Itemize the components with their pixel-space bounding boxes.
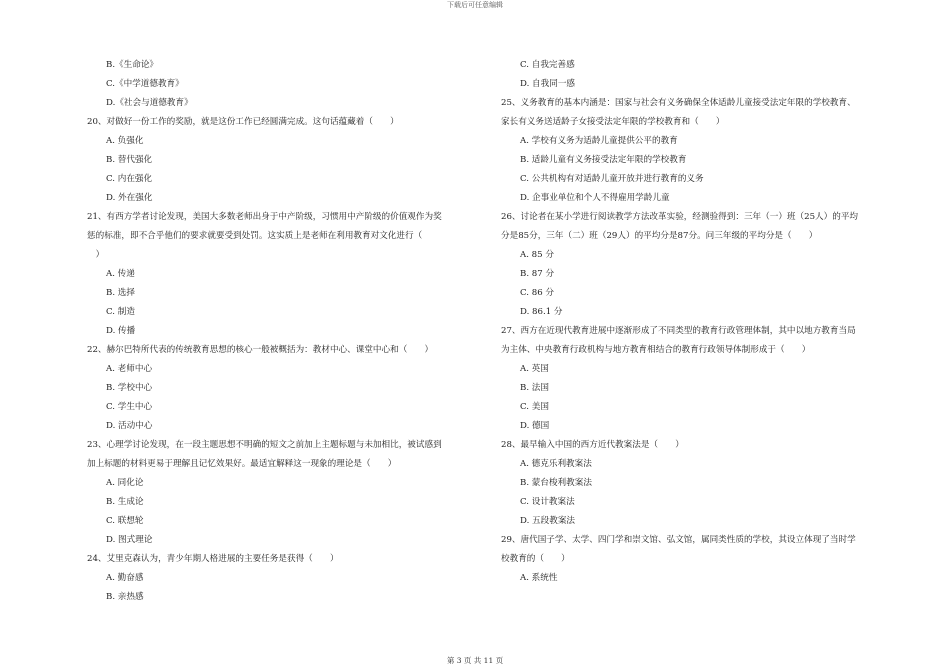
right-column — [501, 56, 901, 588]
answer-option: D. 企事业单位和个人不得雇用学龄儿童 — [520, 193, 670, 203]
question-text: 22、赫尔巴特所代表的传统教育思想的核心一般被概括为：教材中心、课堂中心和（ ） — [87, 345, 434, 355]
page-header: 下载后可任意编辑 — [447, 1, 503, 9]
answer-option: B. 亲热感 — [106, 592, 144, 602]
question-text: 20、对做好一份工作的奖励，就是这份工作已经圆满完成。这句话蕴藏着（ ） — [87, 117, 399, 127]
answer-option: C. 美国 — [520, 402, 549, 412]
answer-option: C. 联想轮 — [106, 516, 144, 526]
answer-option: B. 适龄儿童有义务接受法定年限的学校教育 — [520, 155, 687, 165]
answer-option: C. 制造 — [106, 307, 135, 317]
question-text: 分是85分，三年（二）班（29人）的平均分是87分。问三年级的平均分是（ ） — [501, 231, 818, 241]
answer-option: B. 生成论 — [106, 497, 144, 507]
question-text: 23、心理学讨论发现，在一段主题思想不明确的短文之前加上主题标题与未加相比，被试感到 — [87, 440, 442, 450]
question-text: 27、西方在近现代教育进展中逐渐形成了不同类型的教育行政管理体制，其中以地方教育当局 — [501, 326, 856, 336]
answer-option: A. 传递 — [106, 269, 135, 279]
answer-option: D. 活动中心 — [106, 421, 153, 431]
answer-option: D. 外在强化 — [106, 193, 153, 203]
question-text: 24、艾里克森认为，青少年期人格进展的主要任务是获得（ ） — [87, 554, 339, 564]
question-text: 29、唐代国子学、太学、四门学和崇文馆、弘文馆，属同类性质的学校，其设立体现了当时学 — [501, 535, 856, 545]
question-text: 加上标题的材料更易于理解且记忆效果好。最适宜解释这一现象的理论是（ ） — [87, 459, 397, 469]
answer-option: A. 85 分 — [520, 250, 554, 260]
answer-option: A. 负强化 — [106, 136, 144, 146]
answer-option: B. 学校中心 — [106, 383, 153, 393]
answer-option: C. 内在强化 — [106, 174, 153, 184]
answer-option: C. 公共机构有对适龄儿童开放并进行教育的义务 — [520, 174, 704, 184]
answer-option: A. 英国 — [520, 364, 549, 374]
answer-option: A. 同化论 — [106, 478, 144, 488]
left-column — [87, 56, 487, 607]
answer-option: B. 87 分 — [520, 269, 555, 279]
answer-option: B. 法国 — [520, 383, 549, 393]
answer-option: B. 选择 — [106, 288, 135, 298]
answer-option: B. 替代强化 — [106, 155, 153, 165]
answer-option: D. 传播 — [106, 326, 136, 336]
question-text: 26、讨论者在某小学进行阅读教学方法改革实验，经测验得到：三年（一）班（25人）的平均 — [501, 212, 859, 222]
answer-option: D.《社会与道德教育》 — [106, 98, 193, 108]
answer-option: A. 系统性 — [520, 573, 558, 583]
answer-option: D. 德国 — [520, 421, 550, 431]
answer-option: C. 设计教案法 — [520, 497, 575, 507]
answer-option: B.《生命论》 — [106, 60, 159, 70]
answer-option: A. 勤奋感 — [106, 573, 144, 583]
answer-option: A. 学校有义务为适龄儿童提供公平的教育 — [520, 136, 678, 146]
answer-option: A. 德克乐利教案法 — [520, 459, 592, 469]
question-text: 惩的标准，即不合乎他们的要求就要受到处罚。这实质上是老师在利用教育对文化进行（ — [87, 231, 423, 241]
question-text: 28、最早输入中国的西方近代教案法是（ ） — [501, 440, 684, 450]
question-text: 家长有义务送适龄子女接受法定年限的学校教育和（ ） — [501, 117, 725, 127]
answer-option: C. 学生中心 — [106, 402, 153, 412]
answer-option: D. 图式理论 — [106, 535, 153, 545]
answer-option: B. 蒙台梭利教案法 — [520, 478, 592, 488]
page-footer: 第 3 页 共 11 页 — [446, 656, 504, 665]
answer-option: D. 86.1 分 — [520, 307, 563, 317]
question-text: 为主体、中央教育行政机构与地方教育相结合的教育行政领导体制形成于（ ） — [501, 345, 811, 355]
question-text: 校教育的（ ） — [501, 554, 570, 564]
question-text: 25、义务教育的基本内涵是：国家与社会有义务确保全体适龄儿童接受法定年限的学校教育、 — [501, 98, 856, 108]
answer-option: C. 自我完善感 — [520, 60, 575, 70]
answer-option: C.《中学道德教育》 — [106, 79, 184, 89]
answer-option: A. 老师中心 — [106, 364, 153, 374]
answer-option: D. 自我同一感 — [520, 79, 576, 89]
answer-option: C. 86 分 — [520, 288, 554, 298]
question-text: 21、有西方学者讨论发现，美国大多数老师出身于中产阶级，习惯用中产阶级的价值观作为奖 — [87, 212, 442, 222]
question-text: ） — [87, 250, 105, 260]
answer-option: D. 五段教案法 — [520, 516, 576, 526]
